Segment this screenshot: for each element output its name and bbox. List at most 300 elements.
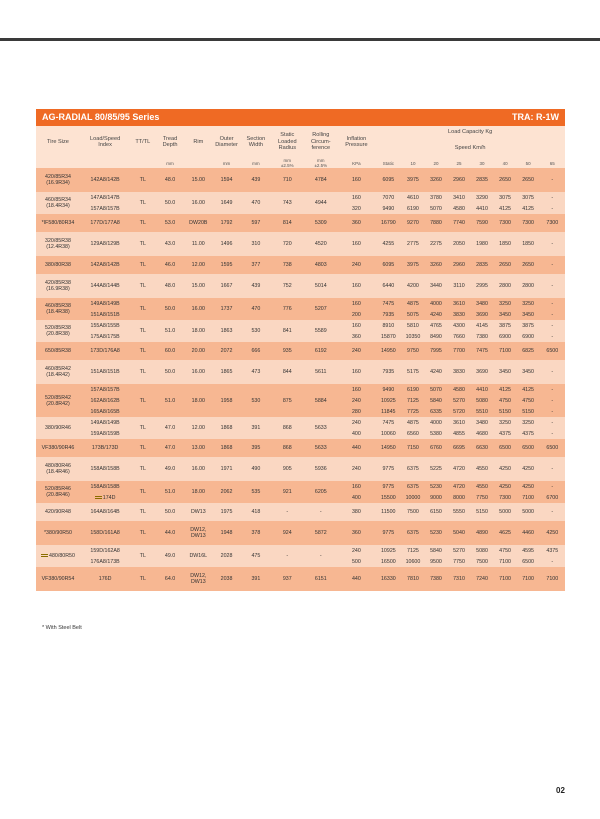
load-capacity-25: 3610 — [453, 419, 465, 426]
load-capacity-25: 4855 — [453, 430, 465, 437]
tt-tl-cell: TL — [139, 200, 146, 207]
load-capacity-30: 3690 — [476, 369, 488, 376]
tread-depth-cell: 48.0 — [164, 177, 176, 184]
load-speed-value: 157A8/157B — [90, 386, 120, 393]
inflation-pressure-cell: 200 — [351, 311, 361, 318]
load-capacity-25: 5270 — [453, 547, 465, 554]
load-speed-cell — [80, 492, 130, 503]
load-capacity-static: 15870 — [380, 333, 396, 340]
load-capacity-20: 9500 — [430, 558, 442, 565]
table-row — [36, 481, 565, 492]
load-capacity-static: 14950 — [380, 348, 396, 355]
load-speed-cell — [80, 232, 130, 256]
top-rule — [0, 38, 600, 41]
load-speed-value: 151A8/151B — [90, 311, 120, 318]
load-capacity-25: 8000 — [453, 494, 465, 501]
outer-diameter-cell: 1958 — [220, 397, 233, 404]
load-capacity-65: 4375 — [546, 547, 559, 554]
load-speed-cell — [80, 168, 130, 192]
outer-diameter-cell: 1863 — [220, 328, 233, 335]
inflation-pressure-cell: 280 — [351, 408, 361, 415]
load-capacity-static: 9775 — [382, 483, 395, 490]
rim-line: DW13 — [190, 509, 206, 516]
tread-depth-cell: 50.0 — [164, 306, 176, 313]
inflation-pressure-cell: 240 — [351, 348, 361, 355]
load-capacity-50: 6500 — [522, 558, 534, 565]
load-speed-value: 176A8/173B — [90, 558, 120, 565]
tire-size-line: (20.8R46) — [46, 492, 70, 499]
load-capacity-20: 3780 — [430, 194, 442, 201]
load-capacity-20: 4000 — [430, 300, 442, 307]
tread-depth-cell: 49.0 — [164, 466, 176, 473]
load-speed-cell — [80, 192, 130, 203]
rim-line: 16.00 — [191, 306, 205, 313]
tt-tl-cell: TL — [139, 445, 146, 452]
load-capacity-65: - — [551, 241, 554, 248]
table-header — [36, 126, 565, 168]
load-capacity-static: 11845 — [381, 408, 396, 415]
table-row — [36, 298, 565, 309]
inflation-pressure-cell: 360 — [351, 530, 361, 537]
load-capacity-20: 4240 — [430, 369, 442, 376]
load-capacity-static: 15500 — [380, 494, 396, 501]
tread-depth-cell: 44.0 — [164, 530, 176, 537]
load-capacity-65: 6500 — [546, 445, 559, 452]
load-capacity-50: 4125 — [522, 205, 534, 212]
rolling-circumference-cell: - — [319, 509, 322, 516]
load-capacity-static: 4255 — [382, 241, 395, 248]
load-speed-value: 173B/173D — [91, 445, 119, 452]
load-capacity-static: 8910 — [382, 322, 395, 329]
load-capacity-40: 5000 — [499, 509, 511, 516]
load-capacity-25: 2050 — [453, 241, 465, 248]
inflation-pressure-cell: 380 — [351, 509, 361, 516]
rolling-circumference-cell: 5884 — [314, 397, 327, 404]
load-capacity-40: 4750 — [499, 397, 511, 404]
inflation-pressure-cell: 160 — [351, 386, 361, 393]
load-speed-cell — [80, 521, 130, 545]
tire-size-cell — [36, 439, 80, 457]
unit-tread: mm — [166, 160, 174, 166]
load-speed-cell — [80, 567, 130, 591]
load-speed-cell — [80, 481, 130, 492]
load-capacity-50: 3075 — [522, 194, 534, 201]
inflation-pressure-cell: 400 — [351, 494, 361, 501]
outer-diameter-cell: 2038 — [220, 576, 233, 583]
load-capacity-40: 3450 — [499, 311, 511, 318]
unit-outer: mm — [222, 160, 231, 166]
tread-depth-cell: 50.0 — [164, 509, 176, 516]
unit-pressure: KPa — [352, 160, 361, 166]
rolling-circumference-cell: 4520 — [314, 241, 327, 248]
load-capacity-static: 7475 — [382, 419, 395, 426]
section-width-cell: 473 — [251, 369, 261, 376]
load-speed-cell — [80, 309, 130, 320]
load-capacity-50: 4460 — [522, 530, 534, 537]
load-speed-value: 177D/177A8 — [90, 220, 120, 227]
load-capacity-static: 10060 — [380, 430, 396, 437]
tire-size-line: 380/80R38 — [45, 262, 71, 269]
header-speed: Speed Km/h — [454, 144, 486, 151]
load-capacity-25: 3410 — [453, 194, 465, 201]
tt-tl-cell: TL — [139, 306, 146, 313]
load-capacity-65: - — [551, 194, 554, 201]
tire-size-line: (20.8R42) — [46, 400, 70, 407]
section-width-cell: 535 — [251, 489, 261, 496]
tire-size-line: 380/90R46 — [45, 425, 71, 432]
load-capacity-50: 5150 — [522, 408, 534, 415]
table-title-bar — [36, 109, 565, 126]
load-capacity-20: 6150 — [430, 509, 442, 516]
tread-depth-cell: 47.0 — [164, 425, 176, 432]
load-capacity-65: - — [551, 466, 554, 473]
rim-line: 15.00 — [191, 177, 205, 184]
outer-diameter-cell: 1594 — [220, 177, 233, 184]
load-capacity-40: 5150 — [499, 408, 511, 415]
inflation-pressure-cell: 240 — [351, 419, 361, 426]
table-row — [36, 320, 565, 331]
static-loaded-radius-cell: 875 — [282, 397, 292, 404]
inflation-pressure-cell: 240 — [351, 547, 361, 554]
rolling-circumference-cell: 4803 — [314, 262, 327, 269]
load-capacity-40: 7100 — [499, 348, 511, 355]
inflation-pressure-cell: 160 — [351, 300, 361, 307]
outer-diameter-cell: 1868 — [220, 445, 233, 452]
header-inflation-pressure: Inflation Pressure — [345, 135, 368, 148]
load-capacity-static: 10925 — [380, 547, 396, 554]
load-speed-value: 129A8/129B — [90, 241, 120, 248]
load-speed-value: 165A8/165B — [90, 408, 120, 415]
inflation-pressure-cell: 440 — [351, 576, 361, 583]
static-loaded-radius-cell: 710 — [282, 177, 292, 184]
load-capacity-40: 3250 — [499, 419, 511, 426]
outer-diameter-cell: 1595 — [220, 262, 233, 269]
section-width-cell: 666 — [251, 348, 261, 355]
rim-line: DW13 — [190, 533, 206, 540]
load-capacity-40: 7100 — [499, 576, 511, 583]
load-capacity-20: 5070 — [430, 205, 442, 212]
table-body — [36, 168, 565, 591]
static-loaded-radius-cell: 937 — [282, 576, 292, 583]
speed-col-25: 25 — [456, 160, 462, 166]
tt-tl-cell: TL — [139, 425, 146, 432]
rim-cell — [185, 481, 212, 503]
load-capacity-65: - — [551, 283, 554, 290]
tread-depth-cell: 47.0 — [164, 445, 176, 452]
load-capacity-50: 2650 — [522, 262, 534, 269]
rim-cell — [185, 545, 212, 567]
tread-depth-cell: 50.0 — [164, 369, 176, 376]
tread-depth-cell: 49.0 — [164, 553, 176, 560]
load-speed-value: 175A8/175B — [90, 333, 120, 340]
load-capacity-30: 7500 — [476, 558, 488, 565]
tire-size-line: VF380/90R54 — [41, 576, 75, 583]
inflation-pressure-cell: 440 — [351, 445, 361, 452]
rim-line: 18.00 — [191, 489, 205, 496]
speed-col-50: 50 — [525, 160, 531, 166]
load-capacity-10: 10000 — [405, 494, 421, 501]
load-capacity-25: 4580 — [453, 386, 465, 393]
load-capacity-30: 3690 — [476, 311, 488, 318]
rim-cell — [185, 457, 212, 481]
load-capacity-30: 5510 — [476, 408, 488, 415]
header-section-width: Section Width — [246, 135, 266, 148]
tire-size-line: (18.4R38) — [46, 309, 70, 316]
load-capacity-static: 6095 — [382, 262, 395, 269]
tire-size-cell — [36, 256, 80, 274]
load-capacity-25: 7310 — [453, 576, 465, 583]
load-capacity-50: 7100 — [522, 494, 534, 501]
load-capacity-25: 4720 — [453, 483, 465, 490]
tt-tl-cell: TL — [139, 553, 146, 560]
tread-depth-cell: 48.0 — [164, 283, 176, 290]
table-row — [36, 256, 565, 274]
static-loaded-radius-cell: 905 — [282, 466, 292, 473]
load-capacity-10: 7125 — [407, 547, 419, 554]
load-speed-value: 174D — [102, 494, 116, 501]
load-capacity-25: 5550 — [453, 509, 465, 516]
load-speed-value: 159D/162A8 — [90, 547, 120, 554]
tt-tl-cell: TL — [139, 241, 146, 248]
load-capacity-static: 11500 — [381, 509, 396, 516]
header-rolling-circumference: Rolling Circum- ference — [311, 132, 331, 152]
table-row — [36, 545, 565, 556]
rim-cell — [185, 320, 212, 342]
load-capacity-20: 7380 — [430, 576, 442, 583]
load-capacity-30: 2995 — [476, 283, 488, 290]
load-capacity-50: 5000 — [522, 509, 534, 516]
tire-size-cell — [36, 567, 80, 591]
header-load-capacity: Load Capacity Kg — [448, 128, 493, 135]
load-capacity-65: - — [551, 300, 554, 307]
tire-size-line: VF380/90R46 — [41, 445, 75, 452]
load-speed-value: 158A8/158B — [90, 466, 120, 473]
table-row — [36, 521, 565, 545]
table-row — [36, 503, 565, 521]
load-capacity-20: 4240 — [430, 311, 442, 318]
load-capacity-40: 4250 — [499, 466, 511, 473]
load-capacity-static: 6095 — [382, 177, 395, 184]
inflation-pressure-cell: 240 — [351, 397, 361, 404]
rim-line: 20.00 — [191, 348, 205, 355]
table-row — [36, 342, 565, 360]
load-speed-value: 142A8/142B — [90, 177, 120, 184]
load-capacity-65: - — [551, 205, 554, 212]
rim-line: 15.00 — [191, 283, 205, 290]
load-capacity-40: 4375 — [499, 430, 511, 437]
table-row — [36, 360, 565, 384]
load-speed-cell — [80, 342, 130, 360]
outer-diameter-cell: 1948 — [220, 530, 233, 537]
static-loaded-radius-cell: 841 — [282, 328, 292, 335]
tire-size-cell — [36, 320, 80, 342]
load-speed-value: 157A8/157B — [90, 205, 120, 212]
load-capacity-10: 6375 — [407, 530, 419, 537]
static-loaded-radius-cell: 814 — [282, 220, 292, 227]
load-capacity-25: 3830 — [453, 369, 465, 376]
load-capacity-static: 16330 — [380, 576, 396, 583]
tt-tl-cell: TL — [139, 576, 146, 583]
load-capacity-static: 6440 — [382, 283, 395, 290]
load-capacity-20: 6760 — [430, 445, 442, 452]
header-rim: Rim — [193, 138, 204, 145]
load-capacity-40: 7300 — [499, 220, 511, 227]
load-capacity-20: 8490 — [430, 333, 442, 340]
tire-size-line: (16.9R34) — [46, 180, 70, 187]
header-tread-depth: Tread Depth — [162, 135, 178, 148]
load-capacity-50: 3875 — [522, 322, 534, 329]
tread-depth-cell: 50.0 — [164, 200, 176, 207]
tire-size-cell — [36, 342, 80, 360]
outer-diameter-cell: 2028 — [220, 553, 233, 560]
load-capacity-30: 2835 — [476, 177, 488, 184]
load-speed-cell — [80, 417, 130, 428]
load-capacity-30: 5080 — [476, 547, 488, 554]
load-capacity-25: 2960 — [453, 262, 465, 269]
load-capacity-25: 5270 — [453, 397, 465, 404]
rim-cell — [185, 384, 212, 417]
tread-depth-cell: 64.0 — [164, 576, 176, 583]
tire-size-line: 420/90R48 — [45, 509, 71, 516]
load-capacity-20: 5840 — [430, 397, 442, 404]
rim-cell — [185, 168, 212, 192]
rim-line: DW20B — [189, 220, 208, 227]
tread-depth-cell: 46.0 — [164, 262, 176, 269]
header-tt-tl: TT/TL — [135, 138, 151, 145]
load-capacity-50: 3250 — [522, 300, 534, 307]
outer-diameter-cell: 1496 — [220, 241, 233, 248]
load-capacity-25: 2960 — [453, 177, 465, 184]
tt-tl-cell: TL — [139, 466, 146, 473]
tire-size-line: *380/90R50 — [44, 530, 72, 537]
static-loaded-radius-cell: 844 — [282, 369, 292, 376]
load-capacity-20: 9000 — [430, 494, 442, 501]
tire-size-cell — [36, 274, 80, 298]
load-capacity-10: 10350 — [405, 333, 421, 340]
rim-line: 11.00 — [191, 241, 205, 248]
inflation-pressure-cell: 320 — [351, 205, 361, 212]
load-speed-value: 155A8/155B — [90, 322, 120, 329]
section-width-cell: 490 — [251, 466, 261, 473]
tire-size-line: 520/85R38 — [45, 325, 71, 332]
load-capacity-10: 7500 — [407, 509, 419, 516]
rim-cell — [185, 192, 212, 214]
rim-cell — [185, 232, 212, 256]
load-capacity-25: 3830 — [453, 311, 465, 318]
speed-col-static: Static — [382, 160, 394, 166]
section-width-cell: 439 — [251, 283, 261, 290]
load-capacity-50: 4250 — [522, 466, 534, 473]
load-capacity-30: 5150 — [476, 509, 488, 516]
load-capacity-10: 6560 — [407, 430, 419, 437]
load-capacity-static: 9775 — [382, 466, 395, 473]
load-capacity-20: 5230 — [430, 530, 442, 537]
load-capacity-25: 7700 — [453, 348, 465, 355]
rolling-circumference-cell: 5872 — [314, 530, 327, 537]
tt-tl-cell: TL — [139, 509, 146, 516]
tire-size-cell — [36, 503, 80, 521]
load-capacity-50: 4595 — [522, 547, 534, 554]
inflation-pressure-cell: 360 — [351, 220, 361, 227]
load-capacity-50: 3450 — [522, 369, 534, 376]
rim-cell — [185, 521, 212, 545]
speed-col-65: 65 — [549, 160, 555, 166]
tire-size-cell — [36, 545, 80, 567]
static-loaded-radius-cell: - — [286, 553, 289, 560]
load-capacity-static: 16790 — [380, 220, 396, 227]
load-speed-value: 159A8/159B — [90, 430, 120, 437]
rim-line: DW12, — [190, 527, 207, 534]
load-capacity-65: - — [551, 558, 554, 565]
tire-size-cell — [36, 168, 80, 192]
tire-size-cell — [36, 360, 80, 384]
rim-cell — [185, 256, 212, 274]
load-capacity-50: 4250 — [522, 483, 534, 490]
load-capacity-static: 16500 — [380, 558, 396, 565]
rolling-circumference-cell: 5014 — [314, 283, 327, 290]
load-capacity-20: 5070 — [430, 386, 442, 393]
load-capacity-65: 7300 — [546, 220, 559, 227]
load-capacity-static: 9775 — [382, 530, 395, 537]
unit-circ: mm ±2.5% — [314, 158, 328, 169]
section-width-cell: 439 — [251, 177, 261, 184]
static-loaded-radius-cell: 743 — [282, 200, 292, 207]
load-capacity-30: 3480 — [476, 419, 488, 426]
tire-size-line: (18.4R46) — [46, 469, 70, 476]
load-capacity-30: 5080 — [476, 397, 488, 404]
load-capacity-40: 3250 — [499, 300, 511, 307]
rolling-circumference-cell: 6192 — [314, 348, 327, 355]
load-capacity-65: - — [551, 397, 554, 404]
load-capacity-65: - — [551, 419, 554, 426]
speed-col-30: 30 — [479, 160, 485, 166]
load-speed-cell — [80, 331, 130, 342]
load-capacity-30: 4550 — [476, 466, 488, 473]
load-capacity-25: 3610 — [453, 300, 465, 307]
load-capacity-25: 4720 — [453, 466, 465, 473]
rolling-circumference-cell: 5207 — [314, 306, 327, 313]
load-capacity-20: 4765 — [430, 322, 442, 329]
static-loaded-radius-cell: - — [286, 509, 289, 516]
tire-size-cell — [36, 384, 80, 417]
rim-line: 12.00 — [191, 262, 205, 269]
load-capacity-65: - — [551, 311, 554, 318]
steel-belt-icon — [41, 553, 48, 558]
load-capacity-30: 4410 — [476, 205, 488, 212]
load-speed-cell — [80, 274, 130, 298]
load-capacity-static: 9490 — [382, 205, 395, 212]
header-static-loaded-radius: Static Loaded Radius — [277, 132, 297, 152]
load-capacity-50: 4375 — [522, 430, 534, 437]
footnote: * With Steel Belt — [42, 625, 82, 631]
load-capacity-50: 3450 — [522, 311, 534, 318]
load-capacity-65: - — [551, 262, 554, 269]
load-capacity-65: - — [551, 386, 554, 393]
load-capacity-10: 7125 — [407, 397, 419, 404]
load-speed-value: 158D/161A8 — [90, 530, 120, 537]
tire-size-line: 650/85R38 — [45, 348, 71, 355]
load-capacity-40: 7100 — [499, 558, 511, 565]
tire-size-line: (18.4R34) — [46, 203, 70, 210]
tt-tl-cell: TL — [139, 489, 146, 496]
load-speed-value: 173D/176A8 — [90, 348, 120, 355]
load-capacity-20: 3260 — [430, 262, 442, 269]
load-capacity-static: 9490 — [382, 386, 395, 393]
load-capacity-25: 6695 — [453, 445, 465, 452]
tire-size-line: 420/85R38 — [45, 280, 71, 287]
load-capacity-65: 6500 — [546, 348, 559, 355]
load-capacity-20: 4000 — [430, 419, 442, 426]
